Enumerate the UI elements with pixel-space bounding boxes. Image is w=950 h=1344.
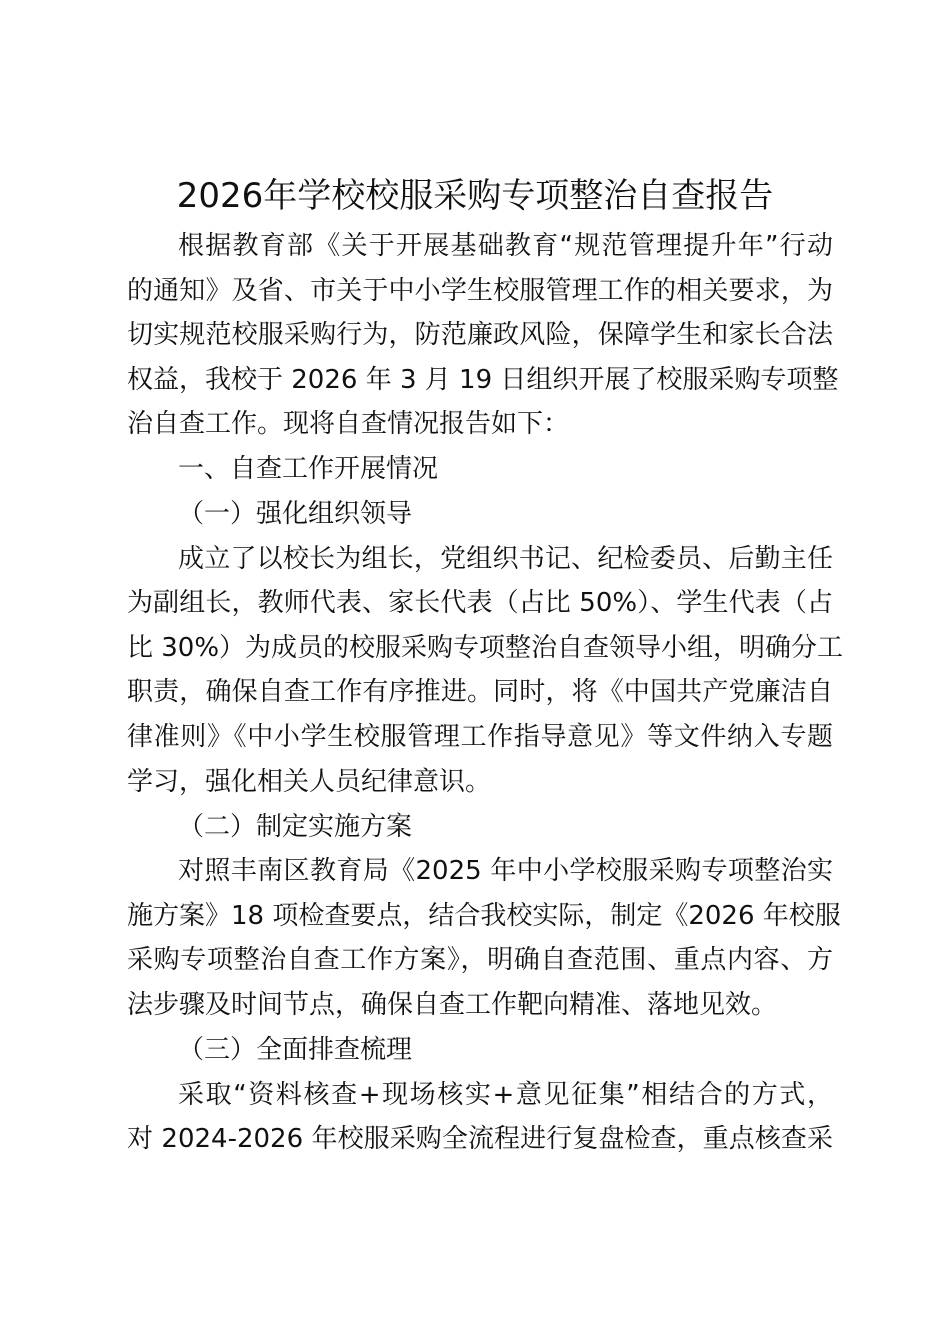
paragraph-line: 施方案》18 项检查要点，结合我校实际，制定《2026 年校服 <box>127 901 841 931</box>
paragraph-line: 律准则》《中小学生校服管理工作指导意见》等文件纳入专题 <box>127 722 833 752</box>
paragraph-line: 对 2024-2026 年校服采购全流程进行复盘检查，重点核查采 <box>127 1124 833 1154</box>
document-title: 2026年学校校服采购专项整治自查报告 <box>176 176 774 216</box>
paragraph-line: 治自查工作。现将自查情况报告如下： <box>127 409 570 439</box>
section-heading: 一、自查工作开展情况 <box>178 454 439 484</box>
paragraph-line: 为副组长，教师代表、家长代表（占比 50%）、学生代表（占 <box>127 588 833 618</box>
paragraph-line: 职责，确保自查工作有序推进。同时，将《中国共产党廉洁自 <box>127 677 833 707</box>
paragraph-line: 采取“资料核查+现场核实+意见征集”相结合的方式， <box>178 1080 833 1110</box>
paragraph-line: 切实规范校服采购行为，防范廉政风险，保障学生和家长合法 <box>127 320 833 350</box>
paragraph-line: 法步骤及时间节点，确保自查工作靶向精准、落地见效。 <box>127 990 778 1020</box>
paragraph-line: 采购专项整治自查工作方案》，明确自查范围、重点内容、方 <box>127 945 833 975</box>
paragraph-line: 权益，我校于 2026 年 3 月 19 日组织开展了校服采购专项整 <box>127 365 839 395</box>
paragraph-line: 成立了以校长为组长，党组织书记、纪检委员、后勤主任 <box>178 544 833 574</box>
paragraph-line: 根据教育部《关于开展基础教育“规范管理提升年”行动 <box>178 231 833 261</box>
subsection-heading: （三）全面排查梳理 <box>178 1035 413 1065</box>
subsection-heading: （一）强化组织领导 <box>178 499 413 529</box>
subsection-heading: （二）制定实施方案 <box>178 812 413 842</box>
paragraph-line: 的通知》及省、市关于中小学生校服管理工作的相关要求，为 <box>127 276 833 306</box>
paragraph-line: 对照丰南区教育局《2025 年中小学校服采购专项整治实 <box>178 856 833 886</box>
paragraph-line: 学习，强化相关人员纪律意识。 <box>127 767 492 797</box>
paragraph-line: 比 30%）为成员的校服采购专项整治自查领导小组，明确分工 <box>127 633 844 663</box>
